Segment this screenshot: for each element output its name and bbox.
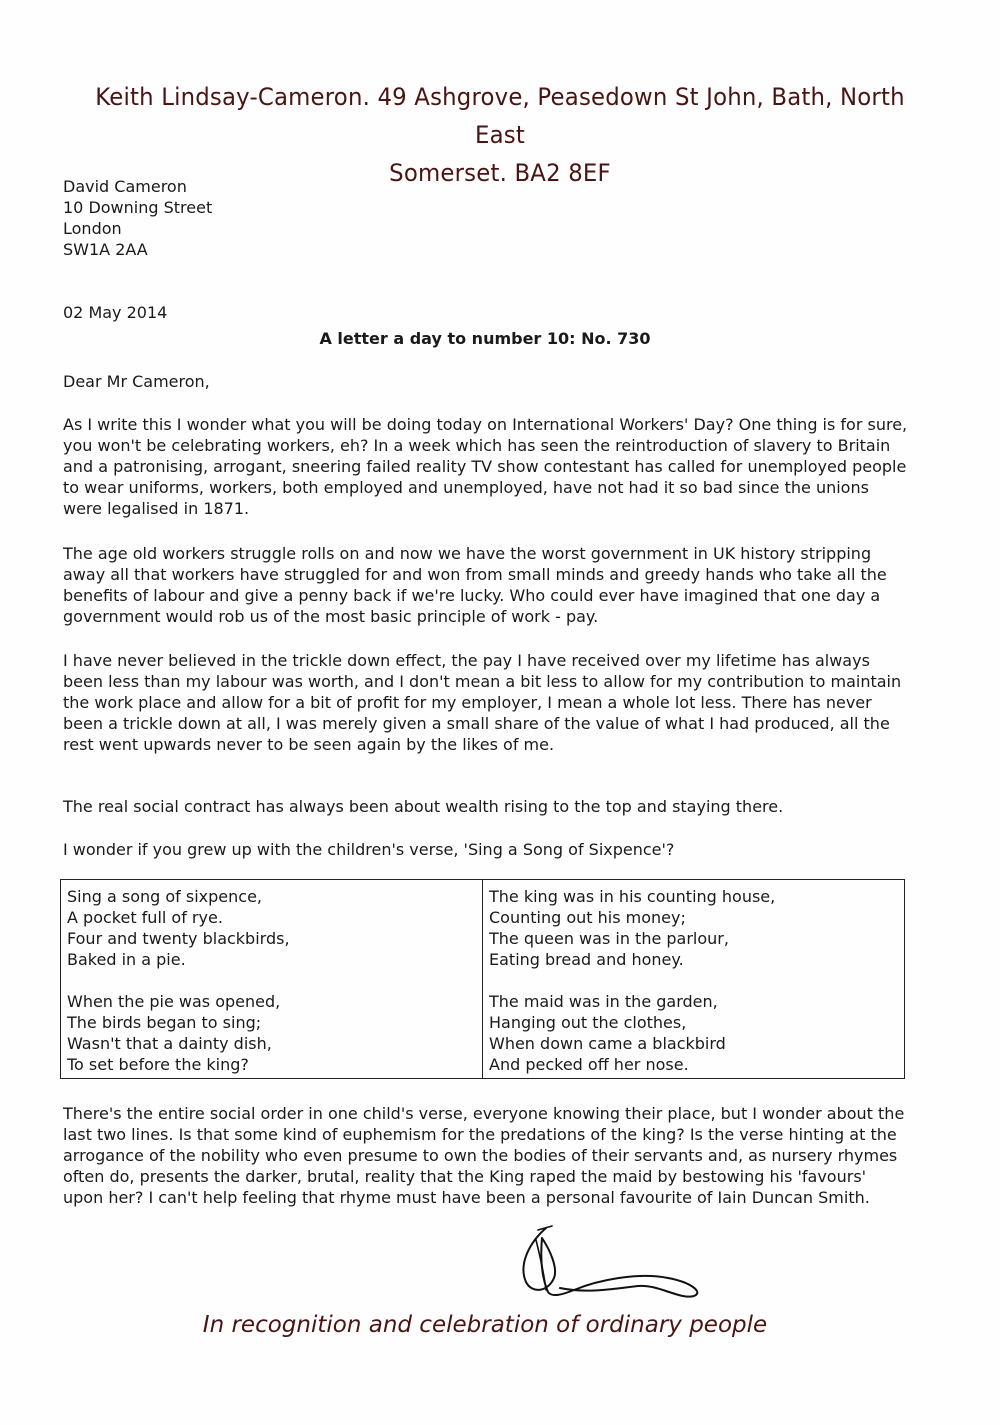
letterhead-line-1: Keith Lindsay-Cameron. 49 Ashgrove, Peasedown St John, Bath, North East xyxy=(95,83,905,149)
recipient-street: 10 Downing Street xyxy=(63,198,213,217)
verse-line: When the pie was opened, xyxy=(67,992,281,1011)
verse-line: To set before the king? xyxy=(67,1055,249,1074)
footer-tagline: In recognition and celebration of ordinary people xyxy=(202,1312,768,1338)
letter-date: 02 May 2014 xyxy=(63,303,168,322)
verse-column-left xyxy=(61,880,482,1078)
paragraph: As I write this I wonder what you will be doing today on International Workers' Day? One thing is for sure, you won't be celebrating workers, eh? In a week which has seen the reintroduction of slavery to Britain and a patronising, arrogant, sneering failed reality TV show contestant has called for unemployed people to wear uniforms, workers, both employed and unemployed, have not had it so bad since the unions were legalised in 1871. xyxy=(63,415,908,518)
verse-line: Eating bread and honey. xyxy=(489,950,684,969)
verse-line: The birds began to sing; xyxy=(67,1013,262,1032)
letterhead-line-2: Somerset. BA2 8EF xyxy=(389,159,611,187)
verse-line: And pecked off her nose. xyxy=(489,1055,689,1074)
verse-column-right xyxy=(482,880,904,1078)
verse-line: Wasn't that a dainty dish, xyxy=(67,1034,272,1053)
salutation: Dear Mr Cameron, xyxy=(63,372,210,391)
verse-line: Four and twenty blackbirds, xyxy=(67,929,290,948)
verse-line: Sing a song of sixpence, xyxy=(67,887,263,906)
recipient-postcode: SW1A 2AA xyxy=(63,240,148,259)
recipient-name: David Cameron xyxy=(63,177,187,196)
verse-line: Baked in a pie. xyxy=(67,950,186,969)
paragraph: There's the entire social order in one child's verse, everyone knowing their place, but I wonder about the last two lines. Is that some kind of euphemism for the predations of the king? Is the verse hinting at the arrogance of the nobility who even presume to own the bodies of their servants and, as nursery rhymes often do, presents the darker, brutal, reality that the King raped the maid by bestowing his 'favours' upon her? I can't help feeling that rhyme must have been a personal favourite of Iain Duncan Smith. xyxy=(63,1104,905,1207)
verse-stanza xyxy=(489,886,898,970)
recipient-city: London xyxy=(63,219,122,238)
verse-line: When down came a blackbird xyxy=(489,1034,726,1053)
signature xyxy=(508,1220,708,1310)
verse-table xyxy=(60,879,905,1079)
verse-line: The king was in his counting house, xyxy=(489,887,776,906)
verse-line: The queen was in the parlour, xyxy=(489,929,729,948)
verse-stanza xyxy=(67,886,476,970)
verse-line: The maid was in the garden, xyxy=(489,992,718,1011)
letter-subject: A letter a day to number 10: No. 730 xyxy=(319,329,651,348)
verse-line: Counting out his money; xyxy=(489,908,686,927)
paragraph: The real social contract has always been about wealth rising to the top and staying there. xyxy=(63,797,784,816)
verse-line: A pocket full of rye. xyxy=(67,908,223,927)
verse-stanza xyxy=(67,991,476,1075)
verse-stanza xyxy=(489,991,898,1075)
paragraph: I wonder if you grew up with the children's verse, 'Sing a Song of Sixpence'? xyxy=(63,840,675,859)
letterhead xyxy=(82,78,918,192)
paragraph: I have never believed in the trickle down effect, the pay I have received over my lifetime has always been less than my labour was worth, and I don't mean a bit less to allow for my contribution to maintain the work place and allow for a bit of profit for my employer, I mean a whole lot less. There has never been a trickle down at all, I was merely given a small share of the value of what I had produced, all the rest went upwards never to be seen again by the likes of me. xyxy=(63,651,902,754)
paragraph: The age old workers struggle rolls on and now we have the worst government in UK history stripping away all that workers have struggled for and won from small minds and greedy hands who take all the benefits of labour and give a penny back if we're lucky. Who could ever have imagined that one day a government would rob us of the most basic principle of work - pay. xyxy=(63,544,887,626)
verse-line: Hanging out the clothes, xyxy=(489,1013,687,1032)
recipient-address xyxy=(63,176,212,260)
